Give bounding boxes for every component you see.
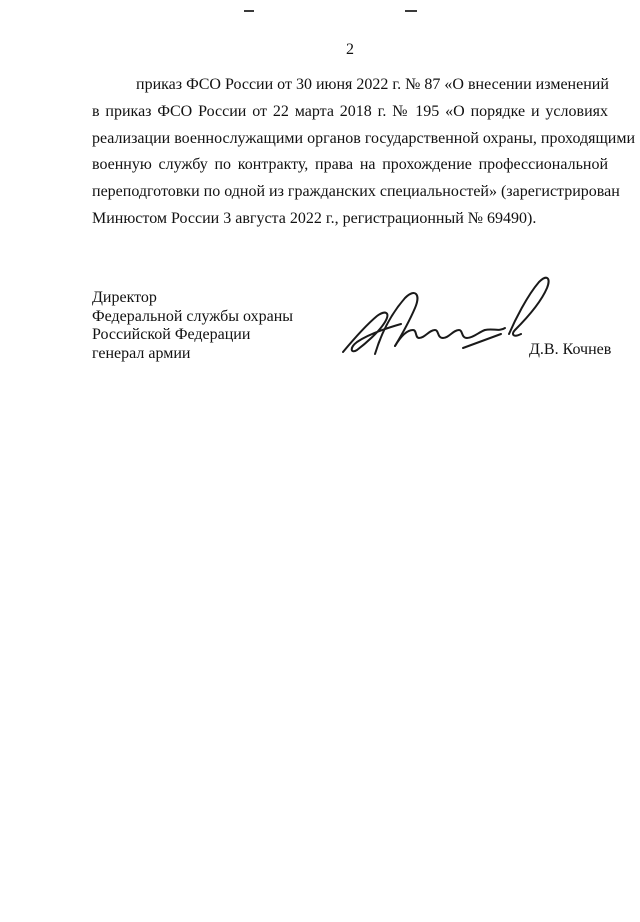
body-line: военную службу по контракту, права на прохождение профессиональной: [92, 156, 608, 174]
signatory-title-line: Директор: [92, 289, 157, 306]
signatory-name: Д.В. Кочнев: [529, 341, 612, 358]
body-line: в приказ ФСО России от 22 марта 2018 г. № 195 «О порядке и условиях: [92, 102, 608, 120]
signatory-title-line: генерал армии: [92, 344, 191, 362]
handwritten-signature: [335, 268, 555, 368]
signatory-title: [92, 289, 293, 363]
page-number: 2: [346, 41, 354, 58]
signatory-title-line: Российской Федерации: [92, 326, 251, 343]
body-paragraph: [92, 72, 636, 233]
scan-edge-mark: [405, 10, 417, 12]
body-line: приказ ФСО России от 30 июня 2022 г. № 87 «О внесении изменений: [136, 76, 609, 93]
body-line: Минюстом России 3 августа 2022 г., регистрационный № 69490).: [92, 209, 537, 227]
body-line: переподготовки по одной из гражданских специальностей» (зарегистрирован: [92, 183, 620, 201]
scan-edge-mark: [244, 10, 254, 12]
body-line: реализации военнослужащими органов государственной охраны, проходящими: [92, 129, 636, 147]
signatory-title-line: Федеральной службы охраны: [92, 307, 294, 325]
